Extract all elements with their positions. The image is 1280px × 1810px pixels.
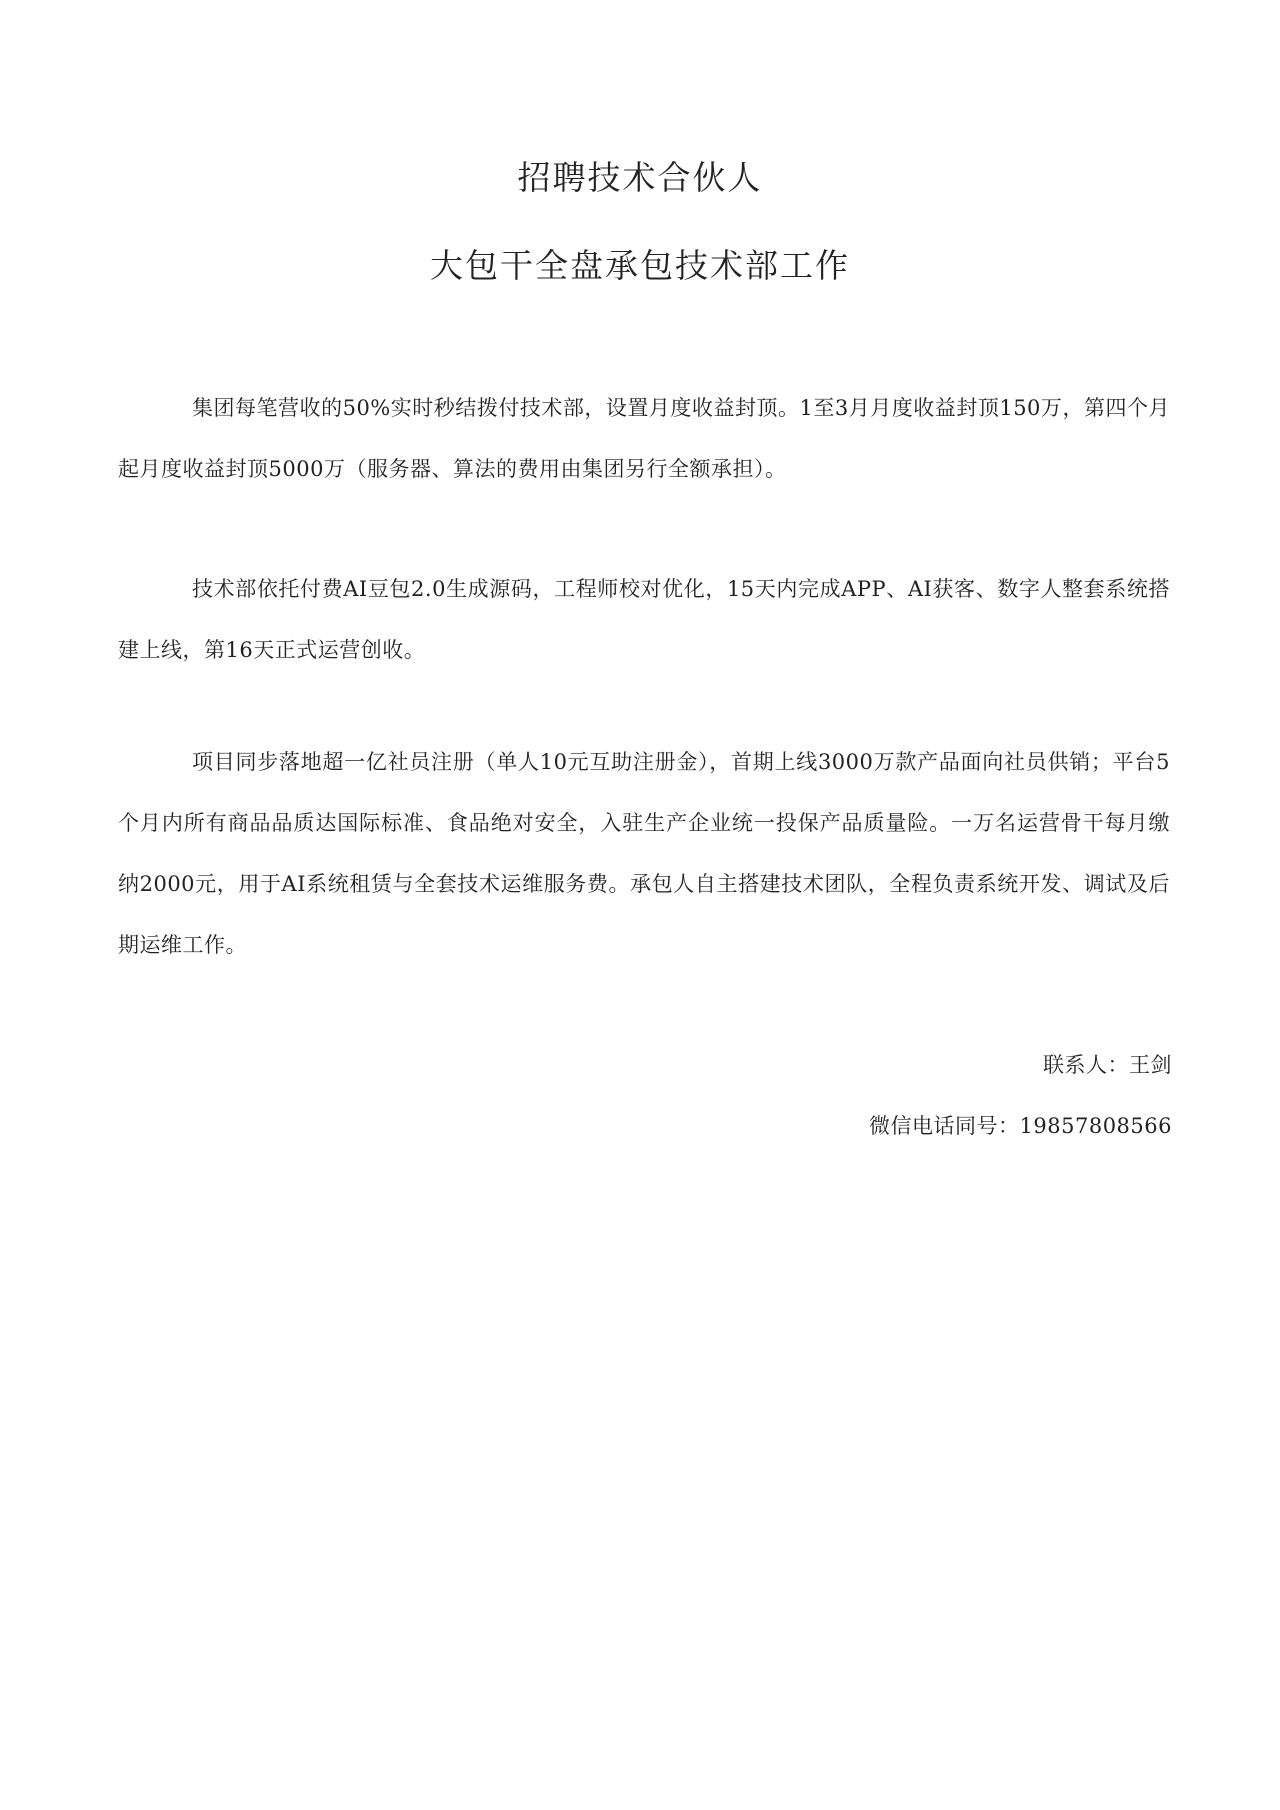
paragraph-tech-plan: 技术部依托付费AI豆包2.0生成源码，工程师校对优化，15天内完成APP、AI获客、数字人整套系统搭建上线，第16天正式运营创收。 (118, 577, 1170, 662)
contact-person: 联系人：王剑 (1043, 1053, 1172, 1077)
contact-phone: 微信电话同号：19857808566 (869, 1114, 1172, 1138)
document-title: 招聘技术合伙人 (517, 158, 763, 197)
paragraph-revenue: 集团每笔营收的50%实时秒结拨付技术部，设置月度收益封顶。1至3月月度收益封顶150万，第四个月起月度收益封顶5000万（服务器、算法的费用由集团另行全额承担）。 (118, 396, 1170, 481)
paragraph-project: 项目同步落地超一亿社员注册（单人10元互助注册金），首期上线3000万款产品面向社员供销；平台5个月内所有商品品质达国际标准、食品绝对安全，入驻生产企业统一投保产品质量险。一万名运营骨干每月缴纳2000元，用于AI系统租赁与全套技术运维服务费。承包人自主搭建技术团队，全程负责系统开发、调试及后期运维工作。 (118, 750, 1170, 957)
document-subtitle: 大包干全盘承包技术部工作 (430, 246, 850, 285)
